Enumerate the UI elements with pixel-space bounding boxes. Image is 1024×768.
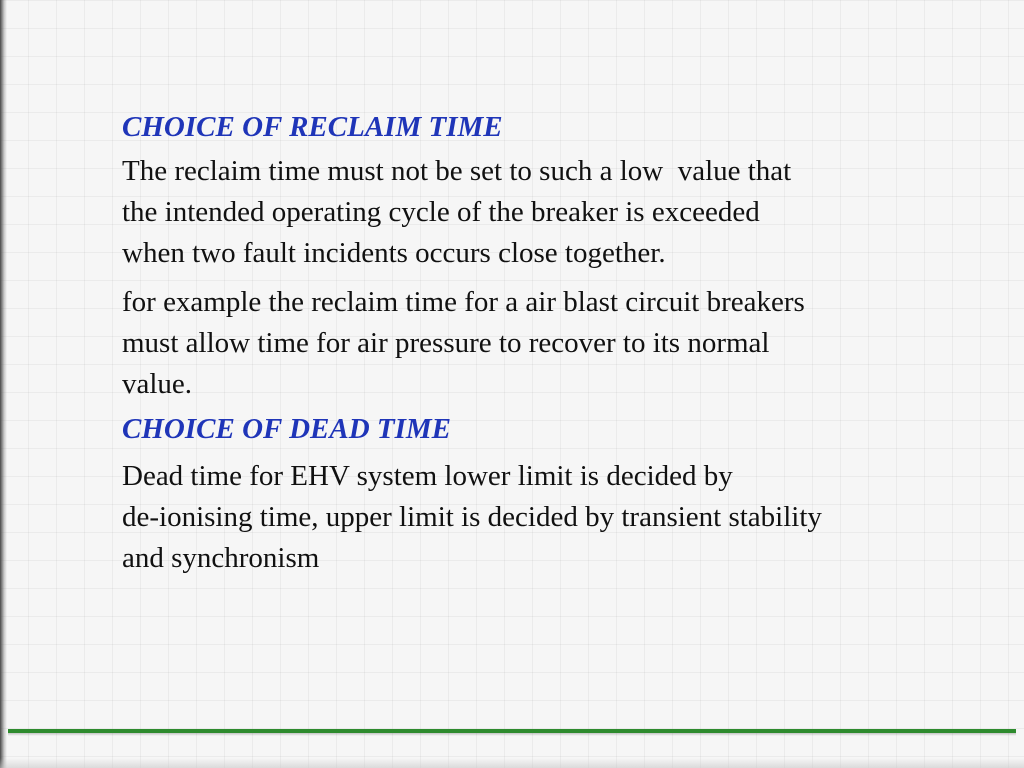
heading-dead-time: CHOICE OF DEAD TIME [122,413,452,445]
paragraph-line: must allow time for air pressure to recover to its normal [122,327,770,359]
footer-divider-shadow [8,733,1016,736]
paragraph-line: value. [122,368,193,400]
slide-bottom-edge [0,758,1024,768]
paragraph-line: when two fault incidents occurs close together. [122,237,666,269]
paragraph-line: Dead time for EHV system lower limit is decided by [122,460,733,492]
paragraph-line: for example the reclaim time for a air blast circuit breakers [122,286,805,318]
paragraph-line: and synchronism [122,542,320,574]
paragraph-line: de-ionising time, upper limit is decided by transient stability [122,501,822,533]
slide-content [122,108,982,579]
paragraph-line: the intended operating cycle of the breaker is exceeded [122,196,760,228]
paragraph-dead-time [122,456,982,579]
paragraph-air-blast-example [122,282,982,405]
heading-reclaim-time: CHOICE OF RECLAIM TIME [122,111,503,143]
slide-left-edge-shadow [0,0,7,768]
paragraph-reclaim-time [122,151,982,274]
paragraph-line: The reclaim time must not be set to such a low value that [122,155,792,187]
